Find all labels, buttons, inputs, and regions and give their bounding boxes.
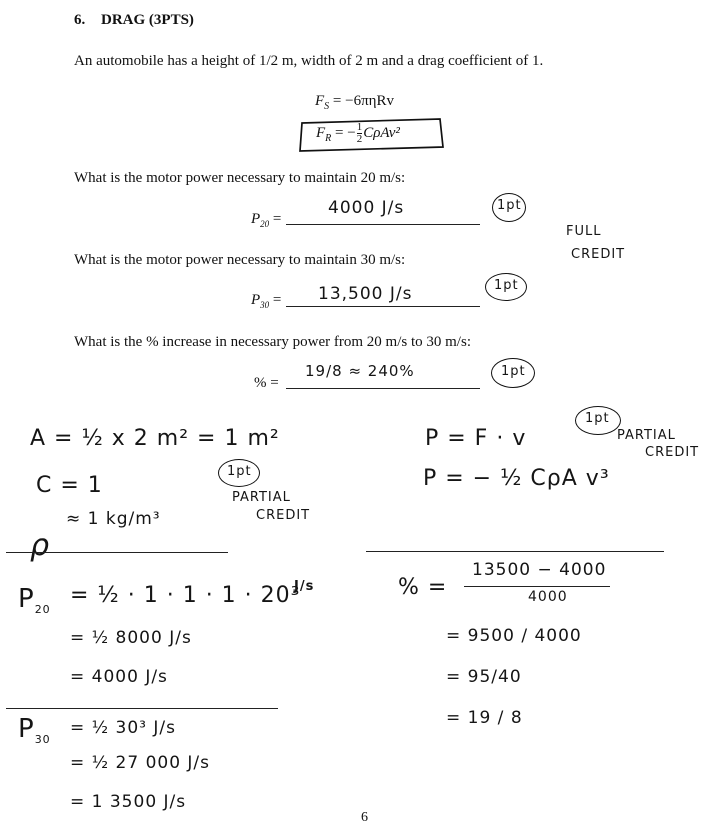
full-credit-line-1: FULL — [566, 224, 602, 239]
work-p20-symbol: P — [18, 584, 35, 614]
page-number: 6 — [361, 810, 368, 825]
score-1-text: 1pt — [497, 198, 522, 213]
partial-credit-right-line-1: PARTIAL — [617, 428, 676, 443]
work-p20-line-3: = 4000 J/s — [70, 667, 168, 687]
equation-stokes-subscript: S — [324, 101, 330, 112]
work-density-line: ≈ 1 kg/m³ — [66, 509, 161, 529]
equation-drag-rhs-post: CρAv² — [363, 124, 400, 141]
score-left-text: 1pt — [227, 464, 252, 479]
equation-drag-fraction-den: 2 — [356, 133, 363, 145]
work-p20-line-1-unit: J/s — [294, 579, 315, 594]
work-percent-denominator: 4000 — [528, 589, 568, 605]
answer-2-handwritten: 13,500 J/s — [318, 284, 413, 304]
work-p30-symbol: P — [18, 714, 35, 744]
problem-title: DRAG (3PTS) — [101, 12, 194, 28]
question-3-label: % = — [254, 375, 279, 391]
problem-number: 6. — [74, 12, 86, 28]
question-2-equals: = — [272, 292, 282, 308]
work-area-line: A = ½ x 2 m² = 1 m² — [30, 426, 280, 451]
question-1: What is the motor power necessary to maintain 20 m/s: — [74, 170, 406, 186]
equation-stokes-symbol: F — [315, 93, 325, 109]
partial-credit-right-line-2: CREDIT — [645, 445, 700, 460]
work-p30-subscript: 30 — [34, 733, 51, 747]
work-p20-line-2: = ½ 8000 J/s — [70, 628, 192, 648]
problem-intro: An automobile has a height of 1/2 m, width of 2 m and a drag coefficient of 1. — [74, 53, 544, 69]
work-power-formula-1: P = F · v — [425, 426, 527, 451]
question-1-equals: = — [272, 211, 282, 227]
score-right-text: 1pt — [585, 411, 610, 426]
score-2-text: 1pt — [494, 278, 519, 293]
work-percent-line-3: = 95/40 — [446, 667, 522, 687]
question-2: What is the motor power necessary to maintain 30 m/s: — [74, 252, 406, 268]
question-3: What is the % increase in necessary power from 20 m/s to 30 m/s: — [74, 334, 471, 350]
partial-credit-left-line-2: CREDIT — [256, 508, 311, 523]
equation-drag-subscript: R — [325, 132, 332, 144]
drag-equation-box — [300, 119, 443, 151]
question-2-label-symbol: P — [251, 292, 261, 308]
equation-drag-fraction-num: 1 — [356, 121, 363, 133]
work-power-formula-2: P = − ½ CρA v³ — [423, 466, 610, 491]
answer-3-handwritten: 19/8 ≈ 240% — [305, 362, 415, 380]
question-2-label-subscript: 30 — [260, 300, 270, 310]
work-p20-line-1: = ½ · 1 · 1 · 1 · 20³ — [70, 583, 301, 608]
work-p20-subscript: 20 — [34, 603, 51, 617]
work-percent-line-4: = 19 / 8 — [446, 708, 523, 728]
question-1-label-symbol: P — [251, 211, 261, 227]
work-percent-line-2: = 9500 / 4000 — [446, 626, 582, 646]
work-density-symbol: ρ — [30, 528, 51, 563]
work-percent-label: % = — [398, 575, 448, 600]
equation-stokes-rhs: = −6πηRv — [332, 93, 395, 109]
work-p30-line-1: = ½ 30³ J/s — [70, 718, 176, 738]
partial-credit-left-line-1: PARTIAL — [232, 490, 291, 505]
work-p30-line-2: = ½ 27 000 J/s — [70, 753, 211, 773]
work-percent-numerator: 13500 − 4000 — [472, 560, 607, 580]
question-1-label-subscript: 20 — [260, 219, 270, 229]
full-credit-line-2: CREDIT — [571, 247, 626, 262]
work-drag-coefficient-line: C = 1 — [36, 473, 103, 498]
equation-drag-symbol: F — [316, 124, 326, 141]
equation-drag-rhs-pre: = − — [335, 124, 356, 141]
answer-1-handwritten: 4000 J/s — [328, 198, 405, 218]
score-3-text: 1pt — [501, 364, 526, 379]
work-p30-line-3: = 1 3500 J/s — [70, 792, 187, 812]
